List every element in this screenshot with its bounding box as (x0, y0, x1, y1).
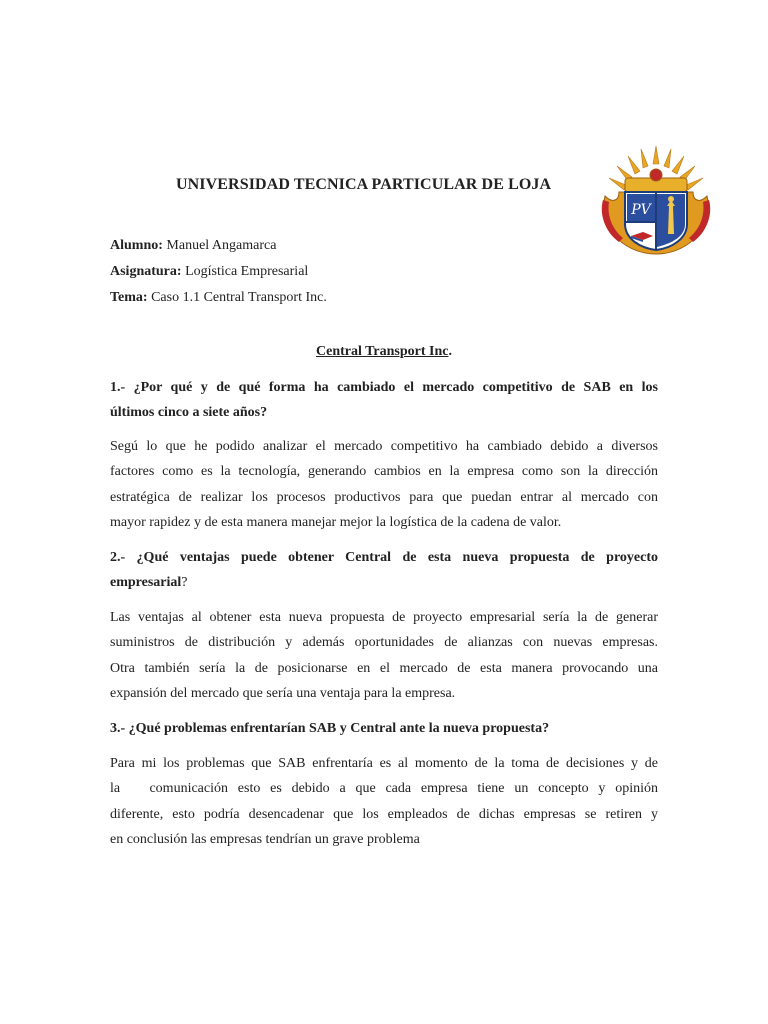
question-line-text: empresarial (110, 575, 182, 591)
asignatura-label: Asignatura: (110, 264, 182, 279)
section-title-suffix: . (448, 344, 452, 359)
question-tail: ? (181, 575, 188, 591)
answer-line: mayor rapidez y de esta manera manejar mejor la logística de la cadena de valor. (110, 514, 562, 530)
answer-line: expansión del mercado que sería una ventaja para la empresa. (110, 685, 456, 701)
answer-line: Las ventajas al obtener esta nueva propuesta de proyecto empresarial sería la de generar (110, 610, 658, 625)
answer-line: factores como es la tecnología, generando cambios en la empresa como son la dirección (110, 464, 658, 480)
utpl-crest-icon (597, 142, 715, 258)
question-line: 1.- ¿Por qué y de qué forma ha cambiado el mercado competitivo de SAB en los (110, 380, 658, 395)
answer-line: diferente, esto podría desencadenar que los empleados de dichas empresas se retiren y (110, 806, 658, 822)
question-line: 3.- ¿Qué problemas enfrentarían SAB y Central ante la nueva propuesta? (110, 721, 550, 736)
alumno-value: Manuel Angamarca (162, 238, 277, 253)
question-line: últimos cinco a siete años? (110, 405, 268, 421)
section-title (0, 344, 768, 360)
tema-line (110, 290, 327, 306)
tema-value: Caso 1.1 Central Transport Inc. (147, 290, 327, 305)
question-1 (110, 375, 658, 426)
section-title-text: Central Transport Inc (316, 344, 449, 359)
university-title: UNIVERSIDAD TECNICA PARTICULAR DE LOJA (176, 176, 552, 193)
tema-label: Tema: (110, 290, 148, 305)
answer-line: estratégica de realizar los procesos productivos para que puedan entrar al mercado con (110, 489, 658, 505)
answer-1 (110, 434, 658, 535)
answer-line: Segú lo que he podido analizar el mercado competitivo ha cambiado debido a diversos (110, 439, 658, 454)
alumno-line (110, 238, 276, 254)
answer-3 (110, 751, 658, 852)
alumno-label: Alumno: (110, 238, 163, 253)
answer-line: suministros de distribución y además oportunidades de alianzas con nuevas empresas. (110, 635, 658, 651)
asignatura-value: Logística Empresarial (181, 264, 309, 279)
answer-2 (110, 605, 658, 706)
svg-text:PV: PV (631, 202, 651, 218)
question-3 (110, 716, 658, 741)
asignatura-line (110, 264, 308, 280)
answer-line: en conclusión las empresas tendrían un grave problema (110, 831, 420, 847)
answer-line: Otra también sería la de posicionarse en el mercado de esta manera provocando una (110, 660, 658, 676)
question-line: 2.- ¿Qué ventajas puede obtener Central de esta nueva propuesta de proyecto (110, 550, 658, 565)
answer-line: Para mi los problemas que SAB enfrentaría es al momento de la toma de decisiones y de (110, 756, 658, 771)
question-2 (110, 545, 658, 596)
answer-line: la comunicación esto es debido a que cada empresa tiene un concepto y opinión (110, 781, 658, 797)
question-line (110, 570, 658, 595)
